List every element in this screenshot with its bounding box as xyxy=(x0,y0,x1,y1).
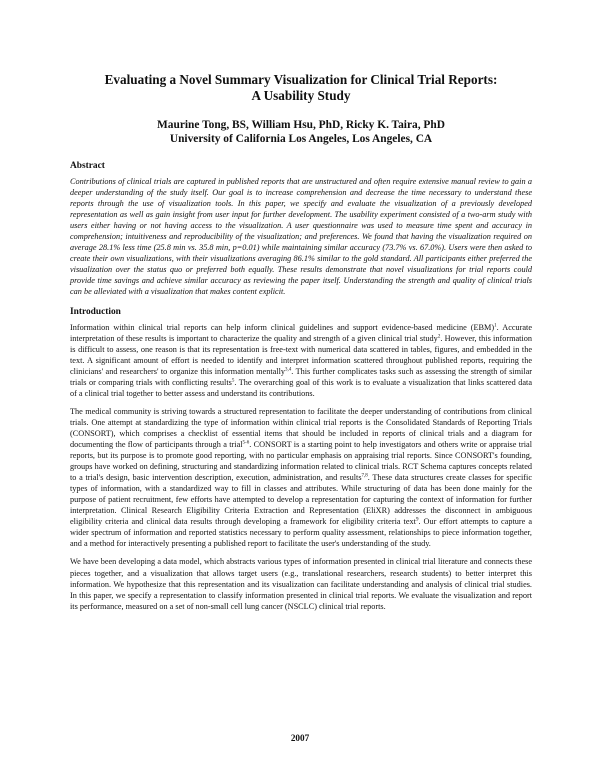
intro-paragraph-2: The medical community is striving towards a structured representation to facilitate the deeper understanding of contributions from clinical trials. One attempt at standardizing the type of information within clinical trial reports is the Consolidated Standards of Reporting Trials (CONSORT), which comprises a checklist of essential items that should be included in reports of clinical trials and a diagram for documenting the flow of participants through a trial$^{5-6}$. CONSORT is a starting point to help investigators and others write or appraise trial reports, but its purpose is to promote good reporting, with no particular emphasis on appraising trial reports. Since CONSORT's founding, groups have worked on defining, structuring and standardizing information related to clinical trials. RCT Schema captures concepts related to a trial's design, basic intervention description, execution, administration, and results$^{7,8}$. These data structures create classes for specific types of information, with a standardized way to fill in classes and attributes. While structuring of data has been done mainly for the purpose of patient recruitment, few efforts have attempted to develop a representation for capturing the context of information for further interpretation. Clinical Research Eligibility Criteria Extraction and Representation (EliXR) addresses the disconnect in ambiguous eligibility criteria and clinical data results through developing a framework for eligibility criteria text$^9$. Our effort attempts to capture a wider spectrum of information and reported statistics necessary to perform quality assessment, relationships to piece information together, and a method for interactively presenting a published report to facilitate the user's understanding of the study. xyxy=(70,406,533,549)
page-number: 2007 xyxy=(290,733,310,743)
authors: Maurine Tong, BS, William Hsu, PhD, Ricky K. Taira, PhD xyxy=(157,119,445,131)
citation: 1 xyxy=(494,322,497,328)
affiliation: University of California Los Angeles, Los Angeles, CA xyxy=(169,133,433,145)
intro-paragraph-3: We have been developing a data model, which abstracts various types of information presented in clinical trial literature and connects these pieces together, and a visualization that allows target users (e.g., translational researchers, research students) to better interpret this information. We hypothesize that this representation and its visualization can facilitate understanding and analysis of clinical trial studies. In this paper, we specify a representation to classify information presented in clinical trial reports. We evaluate the visualization and report its performance, measured on a set of non-small cell lung cancer (NSCLC) clinical trial reports. xyxy=(70,557,532,611)
abstract-heading: Abstract xyxy=(70,161,105,171)
paper-title xyxy=(70,72,532,104)
paper-page xyxy=(70,60,532,619)
introduction-heading: Introduction xyxy=(70,306,121,317)
citation: 3,4 xyxy=(284,366,292,372)
abstract-text: Contributions of clinical trials are captured in published reports that are unstructured and often require extensive manual review to gain a deeper understanding of the study itself. Our goal is to increase comprehension and decrease the time necessary to understand these reports through the use of visualization tools. In this paper, we specify and evaluate the visualization of a previously developed representation as well as gain insight from user input for further development. The usability experiment consisted of a two-arm study with users either having or not having access to the visualization. A user questionnaire was used to measure time spent and accuracy in comprehension; intuitiveness and reproducibility of the visualization; and preferences. We found that having the visualization required on average 28.1% less time (25.8 min vs. 35.8 min, p=0.01) while maintaining similar accuracy (73.7% vs. 67.0%). Users were then asked to create their own visualizations, with their visualizations averaging 86.1% similar to the gold standard. All participants either preferred the visualization over the status quo or preferred both equally. These results demonstrate that novel visualizations for trial reports could provide time savings and achieve similar accuracy as reviewing the paper itself. Understanding the strength and quality of clinical trials can be alleviated with a visualization that makes content explicit. xyxy=(70,177,532,297)
citation: 5 xyxy=(231,378,235,383)
citation: 7,8 xyxy=(361,473,368,479)
title-line-2: A Usability Study xyxy=(251,88,351,103)
citation: 5-6 xyxy=(242,440,250,446)
title-line-1: Evaluating a Novel Summary Visualization for Clinical Trial Reports: xyxy=(104,72,498,87)
citation: 2 xyxy=(437,333,441,339)
intro-paragraph-1: Information within clinical trial reports can help inform clinical guidelines and support evidence-based medicine (EBM)$^1$. Accurate interpretation of these results is important to characterize the quality and strength of a given clinical trial study$^2$. However, this information is difficult to assess, one reason is that its representation is free-text with numerical data scattered in tables, figures, and embedded in the text. A significant amount of effort is needed to identify and interpret information scattered throughout published reports, requiring the clinicians' and researchers' to organize this information mentally$^{3,4}$. This further complicates tasks such as assessing the strength of similar trials or comparing trials with conflicting results$^5$. The overarching goal of this work is to evaluate a visualization that links scattered data of a clinical trial together to better assess and understand its contributions. xyxy=(70,322,532,398)
citation: 9 xyxy=(415,517,419,523)
